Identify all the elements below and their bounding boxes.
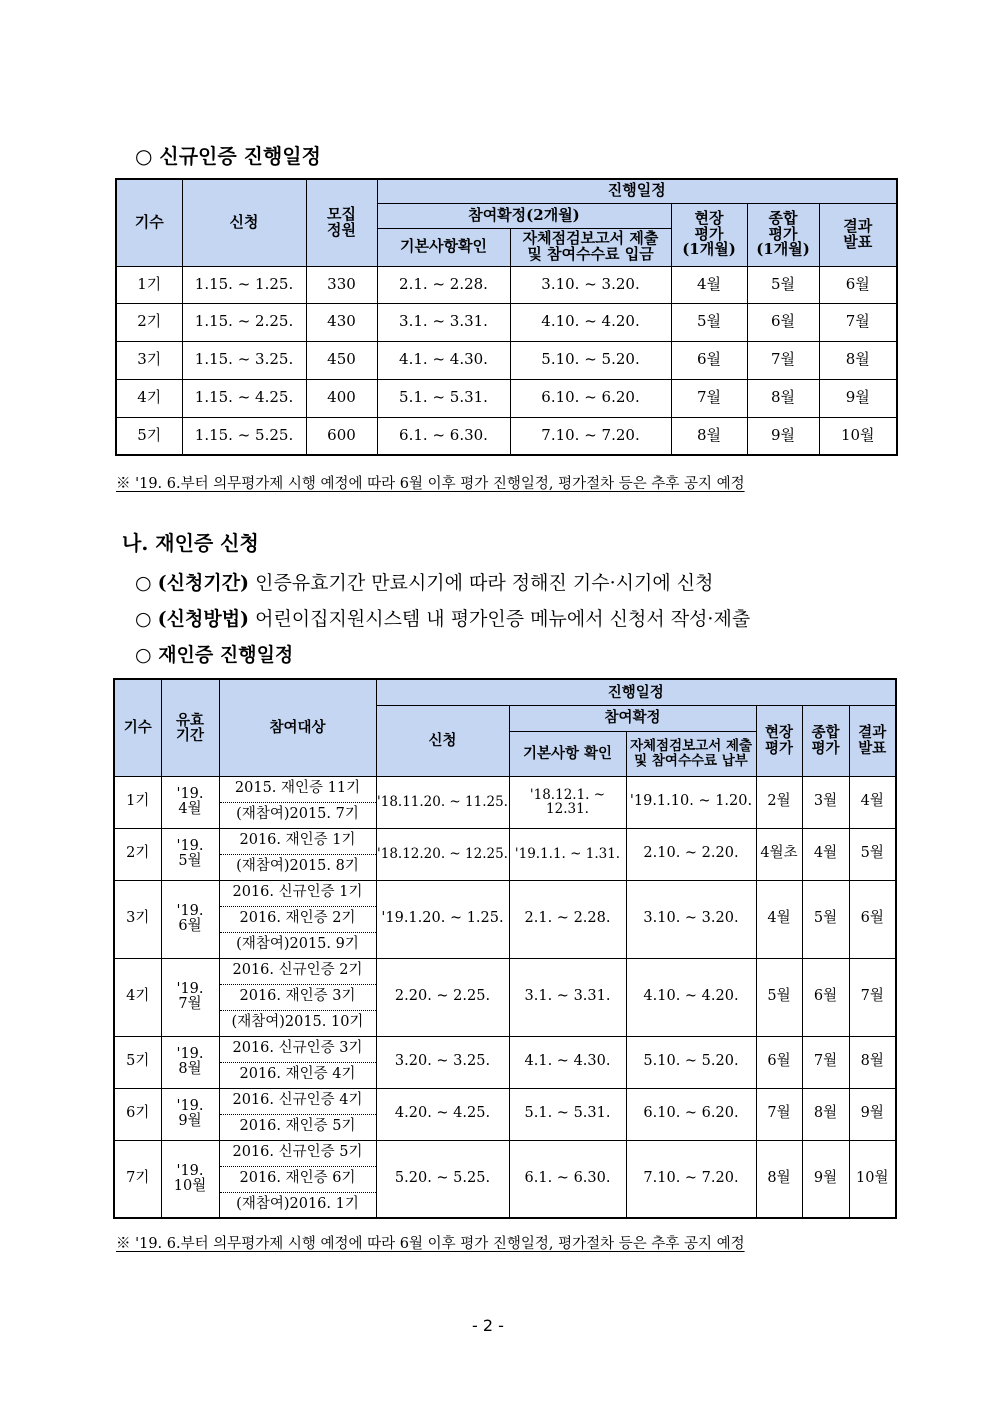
table-row (114, 1036, 896, 1062)
cell-field: 8월 (671, 417, 747, 455)
bullet-label: (신청기간) (157, 572, 250, 594)
cell-result: 10월 (819, 417, 897, 455)
cell-overall: 9월 (802, 1140, 849, 1218)
cell-apply: 2.20. ~ 2.25. (376, 958, 509, 1036)
cell-gisu: 6기 (114, 1088, 161, 1140)
cell-target: (재참여)2015. 7기 (219, 802, 376, 828)
header-result: 결과 발표 (819, 203, 897, 266)
table-row (114, 1088, 896, 1114)
cell-overall: 3월 (802, 776, 849, 828)
cell-field: 5월 (756, 958, 802, 1036)
cell-target: 2016. 신규인증 1기 (219, 880, 376, 906)
cell-apply: 1.15. ~ 4.25. (182, 379, 306, 417)
cell-selfcheck: '19.1.10. ~ 1.20. (626, 776, 756, 828)
cell-apply: 1.15. ~ 1.25. (182, 266, 306, 303)
new-cert-schedule-table (115, 178, 898, 456)
cell-basic: 5.1. ~ 5.31. (509, 1088, 626, 1140)
cell-valid: '19. 10월 (161, 1140, 219, 1218)
cell-apply: '18.12.20. ~ 12.25. (376, 828, 509, 880)
cell-gisu: 1기 (114, 776, 161, 828)
table-row (116, 266, 897, 303)
cell-selfcheck: 2.10. ~ 2.20. (626, 828, 756, 880)
cell-basic: 3.1. ~ 3.31. (377, 303, 510, 341)
cell-apply: 4.20. ~ 4.25. (376, 1088, 509, 1140)
table-row (114, 828, 896, 854)
cell-overall: 5월 (802, 880, 849, 958)
cell-selfcheck: 4.10. ~ 4.20. (510, 303, 671, 341)
page-number: - 2 - (472, 1316, 504, 1335)
cell-field: 7월 (671, 379, 747, 417)
cell-target: 2016. 재인증 5기 (219, 1114, 376, 1140)
cell-field: 5월 (671, 303, 747, 341)
cell-basic: '19.1.1. ~ 1.31. (509, 828, 626, 880)
cell-field: 4월초 (756, 828, 802, 880)
table-row (116, 417, 897, 455)
cell-result: 5월 (849, 828, 896, 880)
cell-selfcheck: 6.10. ~ 6.20. (626, 1088, 756, 1140)
bullet-mark: ○ (135, 608, 152, 630)
table-row (114, 776, 896, 802)
cell-selfcheck: 7.10. ~ 7.20. (510, 417, 671, 455)
cell-gisu: 3기 (114, 880, 161, 958)
cell-target: 2016. 신규인증 5기 (219, 1140, 376, 1166)
cell-valid: '19. 7월 (161, 958, 219, 1036)
cell-target: 2016. 신규인증 4기 (219, 1088, 376, 1114)
section2-heading: 나. 재인증 신청 (122, 531, 259, 555)
cell-recruit: 330 (306, 266, 377, 303)
cell-result: 9월 (849, 1088, 896, 1140)
cell-target: 2016. 재인증 1기 (219, 828, 376, 854)
cell-gisu: 3기 (116, 341, 182, 379)
cell-gisu: 4기 (114, 958, 161, 1036)
cell-apply: '18.11.20. ~ 11.25. (376, 776, 509, 828)
bullet-text: 인증유효기간 만료시기에 따라 정해진 기수·시기에 신청 (249, 572, 714, 594)
section1-note: ※ '19. 6.부터 의무평가제 시행 예정에 따라 6월 이후 평가 진행일정, 평가절차 등은 추후 공지 예정 (116, 476, 745, 492)
bullet-apply-period (135, 568, 713, 595)
table-row (114, 1140, 896, 1166)
header-basic: 기본사항확인 (377, 228, 510, 266)
cell-field: 7월 (756, 1088, 802, 1140)
cell-basic: 3.1. ~ 3.31. (509, 958, 626, 1036)
header-result: 결과 발표 (849, 705, 896, 776)
cell-gisu: 4기 (116, 379, 182, 417)
cell-selfcheck: 5.10. ~ 5.20. (626, 1036, 756, 1088)
cell-target: 2016. 신규인증 2기 (219, 958, 376, 984)
cell-basic: 6.1. ~ 6.30. (509, 1140, 626, 1218)
cell-valid: '19. 6월 (161, 880, 219, 958)
cell-result: 7월 (819, 303, 897, 341)
cell-target: (재참여)2015. 8기 (219, 854, 376, 880)
cell-target: 2016. 재인증 3기 (219, 984, 376, 1010)
header-confirm: 참여확정(2개월) (377, 203, 671, 228)
cell-target: 2016. 신규인증 3기 (219, 1036, 376, 1062)
cell-valid: '19. 8월 (161, 1036, 219, 1088)
header-confirm: 참여확정 (509, 705, 756, 731)
cell-overall: 8월 (802, 1088, 849, 1140)
cell-overall: 8월 (747, 379, 819, 417)
header-overall: 종합 평가 (802, 705, 849, 776)
header-selfcheck: 자체점검보고서 제출 및 참여수수료 납부 (626, 731, 756, 776)
cell-gisu: 5기 (116, 417, 182, 455)
header-schedule: 진행일정 (376, 679, 896, 705)
table-row (114, 880, 896, 906)
cell-basic: 5.1. ~ 5.31. (377, 379, 510, 417)
cell-target: 2016. 재인증 2기 (219, 906, 376, 932)
cell-recruit: 400 (306, 379, 377, 417)
cell-recruit: 450 (306, 341, 377, 379)
cell-recruit: 430 (306, 303, 377, 341)
header-apply: 신청 (182, 179, 306, 266)
cell-overall: 7월 (802, 1036, 849, 1088)
cell-selfcheck: 4.10. ~ 4.20. (626, 958, 756, 1036)
cell-overall: 5월 (747, 266, 819, 303)
header-gisu: 기수 (116, 179, 182, 266)
cell-apply: '19.1.20. ~ 1.25. (376, 880, 509, 958)
cell-result: 6월 (819, 266, 897, 303)
cell-apply: 3.20. ~ 3.25. (376, 1036, 509, 1088)
cell-overall: 6월 (802, 958, 849, 1036)
cell-field: 6월 (756, 1036, 802, 1088)
recert-schedule-table (113, 678, 897, 1219)
cell-field: 6월 (671, 341, 747, 379)
header-gisu: 기수 (114, 679, 161, 776)
cell-valid: '19. 5월 (161, 828, 219, 880)
cell-result: 9월 (819, 379, 897, 417)
cell-apply: 1.15. ~ 5.25. (182, 417, 306, 455)
cell-overall: 9월 (747, 417, 819, 455)
cell-field: 4월 (756, 880, 802, 958)
header-field: 현장 평가 (1개월) (671, 203, 747, 266)
cell-apply: 1.15. ~ 3.25. (182, 341, 306, 379)
cell-selfcheck: 6.10. ~ 6.20. (510, 379, 671, 417)
cell-overall: 6월 (747, 303, 819, 341)
cell-selfcheck: 3.10. ~ 3.20. (510, 266, 671, 303)
table-row (116, 341, 897, 379)
cell-result: 4월 (849, 776, 896, 828)
cell-valid: '19. 9월 (161, 1088, 219, 1140)
recert-schedule-heading: ○ 재인증 진행일정 (135, 644, 294, 666)
cell-gisu: 1기 (116, 266, 182, 303)
header-schedule: 진행일정 (377, 179, 897, 203)
cell-selfcheck: 7.10. ~ 7.20. (626, 1140, 756, 1218)
cell-basic: 6.1. ~ 6.30. (377, 417, 510, 455)
cell-field: 2월 (756, 776, 802, 828)
table-row (114, 958, 896, 984)
cell-target: (재참여)2015. 10기 (219, 1010, 376, 1036)
table-row (116, 303, 897, 341)
header-recruit: 모집 정원 (306, 179, 377, 266)
header-overall: 종합 평가 (1개월) (747, 203, 819, 266)
cell-field: 4월 (671, 266, 747, 303)
cell-target: (재참여)2015. 9기 (219, 932, 376, 958)
cell-basic: '18.12.1. ~ 12.31. (509, 776, 626, 828)
cell-result: 6월 (849, 880, 896, 958)
header-basic: 기본사항 확인 (509, 731, 626, 776)
cell-basic: 2.1. ~ 2.28. (509, 880, 626, 958)
header-apply: 신청 (376, 705, 509, 776)
header-valid: 유효 기간 (161, 679, 219, 776)
cell-target: (재참여)2016. 1기 (219, 1192, 376, 1218)
cell-result: 10월 (849, 1140, 896, 1218)
cell-gisu: 5기 (114, 1036, 161, 1088)
cell-overall: 7월 (747, 341, 819, 379)
bullet-label: (신청방법) (157, 608, 250, 630)
cell-target: 2016. 재인증 4기 (219, 1062, 376, 1088)
cell-recruit: 600 (306, 417, 377, 455)
cell-basic: 2.1. ~ 2.28. (377, 266, 510, 303)
cell-apply: 5.20. ~ 5.25. (376, 1140, 509, 1218)
bullet-text: 어린이집지원시스템 내 평가인증 메뉴에서 신청서 작성·제출 (249, 608, 751, 630)
bullet-mark: ○ (135, 572, 152, 594)
bullet-apply-method (135, 604, 750, 631)
table-row (116, 379, 897, 417)
cell-target: 2016. 재인증 6기 (219, 1166, 376, 1192)
header-target: 참여대상 (219, 679, 376, 776)
cell-gisu: 2기 (114, 828, 161, 880)
cell-selfcheck: 5.10. ~ 5.20. (510, 341, 671, 379)
cell-overall: 4월 (802, 828, 849, 880)
section2-note: ※ '19. 6.부터 의무평가제 시행 예정에 따라 6월 이후 평가 진행일정, 평가절차 등은 추후 공지 예정 (116, 1236, 745, 1252)
section1-heading: ○ 신규인증 진행일정 (135, 144, 321, 168)
cell-result: 8월 (849, 1036, 896, 1088)
cell-result: 7월 (849, 958, 896, 1036)
cell-field: 8월 (756, 1140, 802, 1218)
cell-basic: 4.1. ~ 4.30. (509, 1036, 626, 1088)
cell-selfcheck: 3.10. ~ 3.20. (626, 880, 756, 958)
cell-basic: 4.1. ~ 4.30. (377, 341, 510, 379)
cell-apply: 1.15. ~ 2.25. (182, 303, 306, 341)
cell-valid: '19. 4월 (161, 776, 219, 828)
header-field: 현장 평가 (756, 705, 802, 776)
cell-gisu: 7기 (114, 1140, 161, 1218)
cell-target: 2015. 재인증 11기 (219, 776, 376, 802)
header-selfcheck: 자체점검보고서 제출 및 참여수수료 입금 (510, 228, 671, 266)
cell-gisu: 2기 (116, 303, 182, 341)
cell-result: 8월 (819, 341, 897, 379)
